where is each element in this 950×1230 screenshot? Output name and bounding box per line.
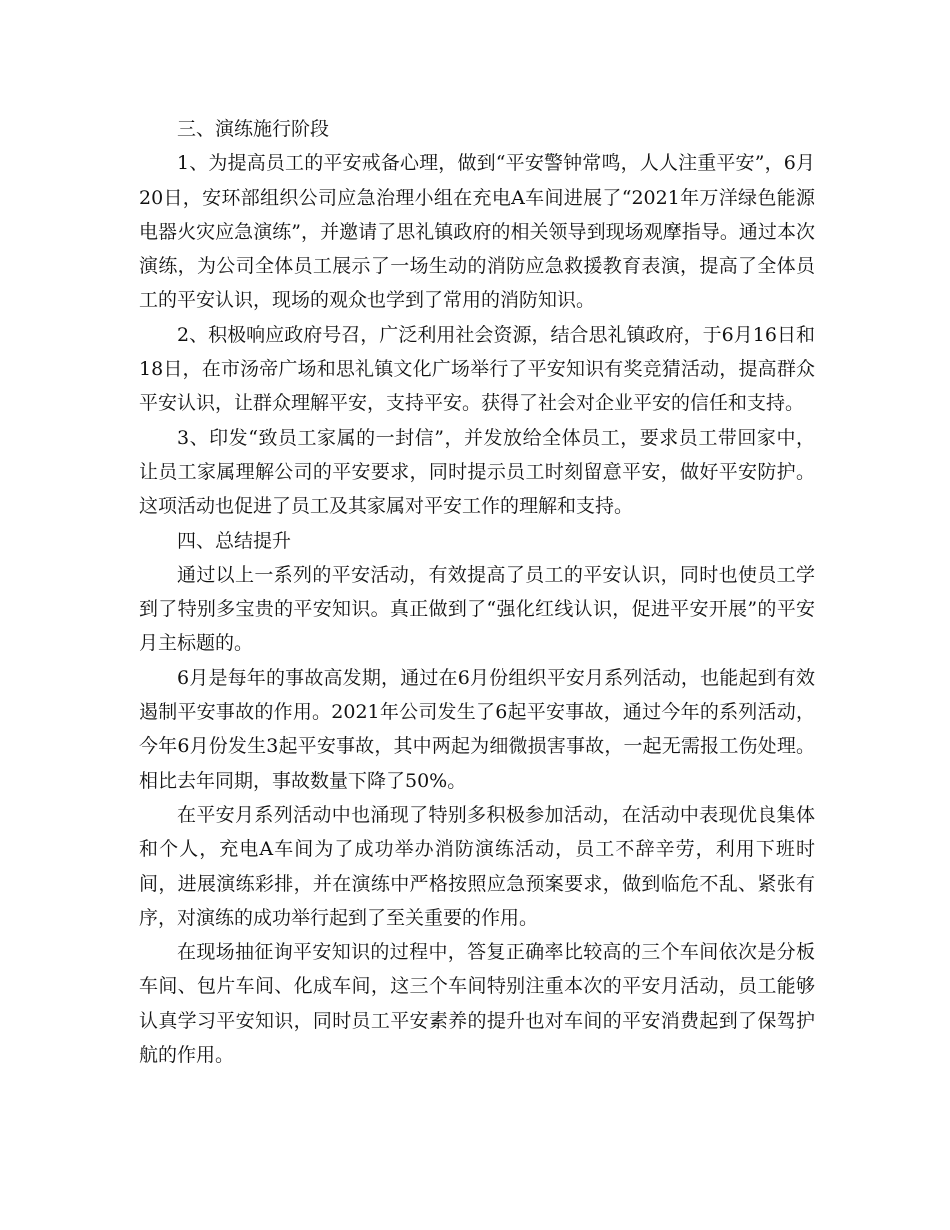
- section-heading-summary: 四、总结提升: [177, 529, 292, 552]
- document-body: [139, 112, 815, 1072]
- paragraph-accident-stats: 6月是每年的事故高发期，通过在6月份组织平安月系列活动，也能起到有效遏制平安事故的作用。2021年公司发生了6起平安事故，通过今年的系列活动，今年6月份发生3起平安事故，其中两起为细微损害事故，一起无需报工伤处理。相比去年同期，事故数量下降了50%。: [139, 666, 815, 792]
- section-heading-drill-stage: 三、演练施行阶段: [177, 118, 330, 140]
- paragraph-summary: 通过以上一系列的平安活动，有效提高了员工的平安认识，同时也使员工学到了特别多宝贵的平安知识。真正做到了“强化红线认识，促进平安开展”的平安月主标题的。: [139, 563, 815, 655]
- paragraph-quiz-results: 在现场抽征询平安知识的过程中，答复正确率比较高的三个车间依次是分板车间、包片车间、化成车间，这三个车间特别注重本次的平安月活动，员工能够认真学习平安知识，同时员工平安素养的提升也对车间的平安消费起到了保驾护航的作用。: [139, 941, 815, 1067]
- paragraph-fire-drill: 1、为提高员工的平安戒备心理，做到“平安警钟常鸣，人人注重平安”，6月20日，安环部组织公司应急治理小组在充电A车间进展了“2021年万洋绿色能源电器火灾应急演练”，并邀请了思礼镇政府的相关领导到现场观摩指导。通过本次演练，为公司全体员工展示了一场生动的消防应急救援教育表演，提高了全体员工的平安认识，现场的观众也学到了常用的消防知识。: [139, 152, 815, 312]
- paragraph-quiz-activity: 2、积极响应政府号召，广泛利用社会资源，结合思礼镇政府，于6月16日和18日，在市汤帝广场和思礼镇文化广场举行了平安知识有奖竞猜活动，提高群众平安认识，让群众理解平安，支持平安。获得了社会对企业平安的信任和支持。: [139, 323, 815, 415]
- paragraph-outstanding-teams: 在平安月系列活动中也涌现了特别多积极参加活动，在活动中表现优良集体和个人，充电A车间为了成功举办消防演练活动，员工不辞辛劳，利用下班时间，进展演练彩排，并在演练中严格按照应急预案要求，做到临危不乱、紧张有序，对演练的成功举行起到了至关重要的作用。: [139, 803, 815, 929]
- paragraph-family-letter: 3、印发“致员工家属的一封信”，并发放给全体员工，要求员工带回家中，让员工家属理解公司的平安要求，同时提示员工时刻留意平安，做好平安防护。这项活动也促进了员工及其家属对平安工作的理解和支持。: [139, 426, 815, 518]
